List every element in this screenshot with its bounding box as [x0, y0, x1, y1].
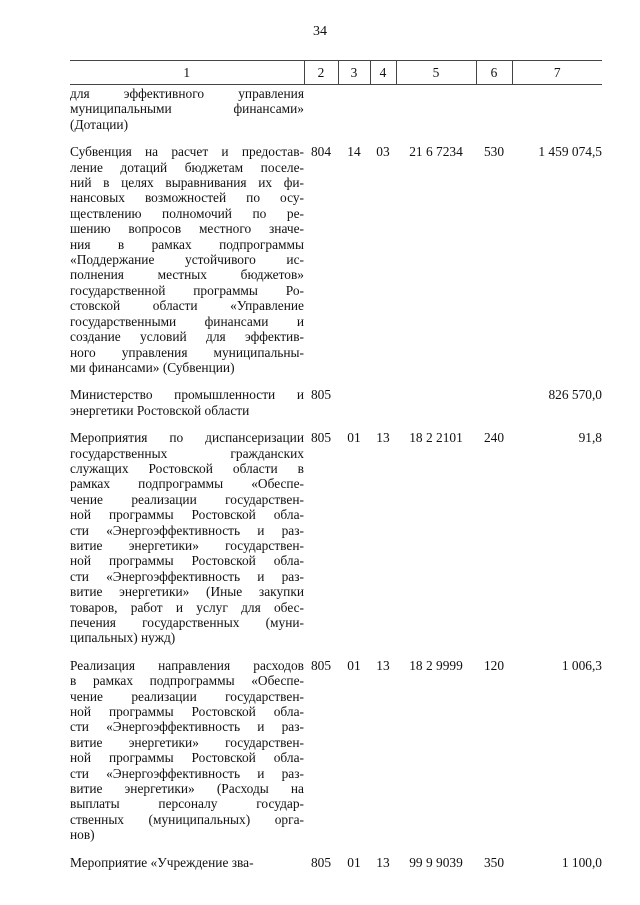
row-description [70, 144, 304, 387]
description-line: ществлению полномочий по ре- [70, 205, 304, 221]
description-line: витие энергетики» государствен- [70, 537, 304, 553]
cell-column-5 [396, 85, 476, 145]
description-line: ной программы Ростовской обла- [70, 553, 304, 569]
description-line: чение реализации государствен- [70, 688, 304, 704]
table-row [70, 144, 602, 387]
description-line: ния в рамках подпрограммы [70, 236, 304, 252]
table-row [70, 658, 602, 855]
description-line: муниципальными финансами» [70, 101, 304, 117]
cell-column-3: 01 [347, 657, 361, 673]
cell-column-4: 13 [376, 854, 390, 870]
description-line: сти «Энергоэффективность и раз- [70, 568, 304, 584]
column-header-5: 5 [396, 61, 476, 85]
table-row [70, 387, 602, 430]
cell-column-4 [370, 85, 396, 145]
description-line: рамках подпрограммы «Обеспе- [70, 476, 304, 492]
column-header-6: 6 [476, 61, 512, 85]
cell-column-2: 805 [310, 430, 332, 446]
description-line: печения государственных (муни- [70, 615, 304, 630]
cell-column-6 [476, 85, 512, 145]
cell-column-2: 805 [310, 387, 332, 403]
description-line: ний в целях выравнивания их фи- [70, 175, 304, 191]
description-line: витие энергетики» (Расходы на [70, 781, 304, 797]
cell-column-7: 1 100,0 [561, 854, 602, 870]
cell-column-6: 240 [483, 430, 505, 446]
column-header-2: 2 [304, 61, 338, 85]
cell-column-6: 350 [483, 854, 505, 870]
cell-column-5: 21 6 7234 [409, 144, 463, 160]
description-line: витие энергетики» государствен- [70, 734, 304, 750]
table-row [70, 430, 602, 658]
description-line: государственной программы Ро- [70, 282, 304, 298]
description-line: энергетики Ростовской области [70, 402, 250, 418]
description-line: сти «Энергоэффективность и раз- [70, 719, 304, 735]
description-line: в рамках подпрограммы «Обеспе- [70, 673, 304, 689]
description-line: нов) [70, 827, 95, 843]
description-line: государственных гражданских [70, 445, 304, 461]
column-header-1: 1 [70, 61, 304, 85]
description-line: сти «Энергоэффективность и раз- [70, 765, 304, 781]
budget-table [70, 60, 602, 882]
description-line: витие энергетики» (Иные закупки [70, 584, 304, 600]
description-line: Мероприятие «Учреждение зва- [70, 854, 254, 870]
cell-column-7: 826 570,0 [548, 387, 602, 403]
description-line: Мероприятия по диспансеризации [70, 430, 304, 446]
cell-column-3: 01 [347, 430, 361, 446]
row-description [70, 85, 304, 145]
page-number: 34 [313, 24, 327, 39]
row-description [70, 658, 304, 855]
column-header-7: 7 [512, 61, 602, 85]
description-line: служащих Ростовской области в [70, 460, 304, 476]
cell-column-7: 1 459 074,5 [538, 144, 602, 160]
description-line: сти «Энергоэффективность и раз- [70, 522, 304, 538]
cell-column-5 [396, 387, 476, 430]
description-line: чение реализации государствен- [70, 491, 304, 507]
description-line: ственных (муниципальных) орга- [70, 811, 304, 827]
cell-column-7: 1 006,3 [561, 657, 602, 673]
description-line: стовской области «Управление [70, 298, 304, 314]
description-line: ление дотаций бюджетам поселе- [70, 159, 304, 175]
description-line: ной программы Ростовской обла- [70, 750, 304, 766]
description-line: Министерство промышленности и [70, 387, 304, 403]
description-line: ми финансами» (Субвенции) [70, 359, 235, 375]
description-line: ного управления муниципальны- [70, 344, 304, 360]
cell-column-2 [304, 85, 338, 145]
description-line: создание условий для эффектив- [70, 329, 304, 345]
cell-column-2: 805 [310, 657, 332, 673]
description-line: ципальных) нужд) [70, 630, 176, 646]
description-line: ной программы Ростовской обла- [70, 704, 304, 720]
cell-column-5: 99 9 9039 [409, 854, 463, 870]
cell-column-5: 18 2 2101 [409, 430, 463, 446]
row-description [70, 430, 304, 658]
cell-column-2: 804 [310, 144, 332, 160]
description-line: Субвенция на расчет и предостав- [70, 144, 304, 160]
description-line: Реализация направления расходов [70, 657, 304, 673]
description-line: «Поддержание устойчивого ис- [70, 252, 304, 268]
description-line: ной программы Ростовской обла- [70, 507, 304, 523]
cell-column-5: 18 2 9999 [409, 657, 463, 673]
cell-column-4 [370, 387, 396, 430]
header-row [70, 61, 602, 85]
description-line: (Дотации) [70, 116, 129, 132]
cell-column-4: 03 [376, 144, 390, 160]
description-line: шению вопросов местного значе- [70, 221, 304, 237]
column-header-3: 3 [338, 61, 370, 85]
cell-column-6: 120 [483, 657, 505, 673]
description-line: нансовых возможностей по осу- [70, 190, 304, 206]
cell-column-3 [338, 387, 370, 430]
row-description [70, 855, 304, 882]
cell-column-6 [476, 387, 512, 430]
description-line: государственными финансами и [70, 313, 304, 329]
cell-column-7: 91,8 [578, 430, 602, 446]
description-line: товаров, работ и услуг для обес- [70, 599, 304, 615]
description-line: полнения местных бюджетов» [70, 267, 304, 283]
row-description [70, 387, 304, 430]
cell-column-7 [512, 85, 602, 145]
table-row [70, 85, 602, 145]
cell-column-6: 530 [483, 144, 505, 160]
cell-column-2: 805 [310, 854, 332, 870]
cell-column-4: 13 [376, 657, 390, 673]
cell-column-3: 01 [347, 854, 361, 870]
cell-column-4: 13 [376, 430, 390, 446]
table-row [70, 855, 602, 882]
column-header-4: 4 [370, 61, 396, 85]
cell-column-3 [338, 85, 370, 145]
cell-column-3: 14 [347, 144, 361, 160]
description-line: выплаты персоналу государ- [70, 796, 304, 812]
description-line: для эффективного управления [70, 86, 304, 101]
